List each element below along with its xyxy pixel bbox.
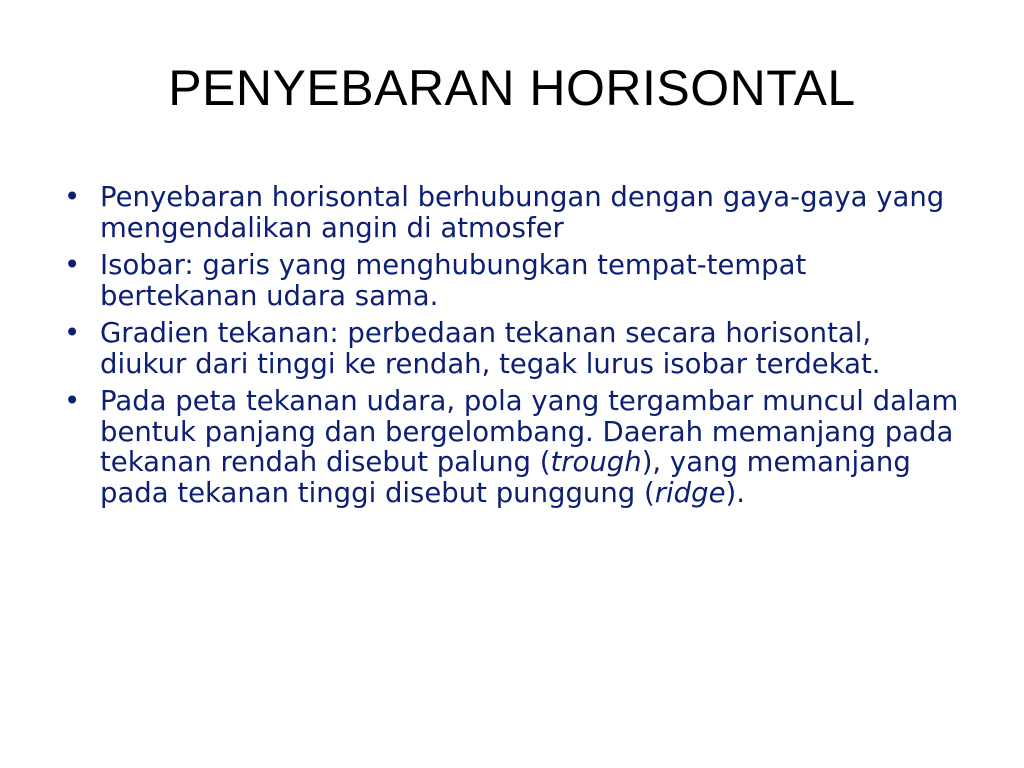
bullet-marker: • bbox=[64, 385, 81, 417]
bullet-list bbox=[62, 182, 962, 515]
bullet-text-part: ). bbox=[725, 476, 745, 509]
bullet-text: Penyebaran horisontal berhubungan dengan gaya-gaya yang mengendalikan angin di atmosfer bbox=[100, 181, 945, 244]
bullet-item bbox=[62, 318, 962, 379]
bullet-text-part: ), yang memanjang pada tekanan tinggi disebut punggung ( bbox=[100, 446, 911, 509]
bullet-text: Gradien tekanan: perbedaan tekanan secara horisontal, diukur dari tinggi ke rendah, tegak lurus isobar terdekat. bbox=[100, 317, 881, 380]
bullet-text bbox=[100, 385, 958, 509]
bullet-marker: • bbox=[64, 249, 81, 281]
bullet-item bbox=[62, 250, 962, 311]
italic-term-trough: trough bbox=[550, 446, 642, 478]
italic-term-ridge: ridge bbox=[654, 476, 726, 509]
slide-title: PENYEBARAN HORISONTAL bbox=[168, 60, 856, 116]
bullet-item bbox=[62, 386, 962, 508]
bullet-marker: • bbox=[64, 181, 81, 213]
bullet-item bbox=[62, 182, 962, 243]
bullet-marker: • bbox=[64, 317, 81, 349]
bullet-text: Isobar: garis yang menghubungkan tempat-tempat bertekanan udara sama. bbox=[100, 249, 807, 312]
bullet-text-part: Pada peta tekanan udara, pola yang tergambar muncul dalam bentuk panjang dan bergelombang. Daerah memanjang pada tekanan rendah disebut palung ( bbox=[100, 385, 959, 478]
